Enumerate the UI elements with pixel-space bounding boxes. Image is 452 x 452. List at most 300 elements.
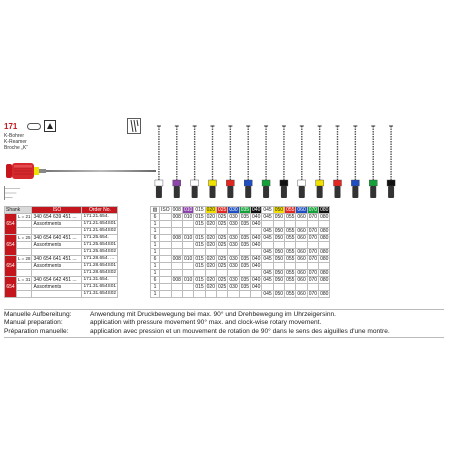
- size-header-050: 050: [274, 207, 284, 213]
- size-cell: 008: [172, 214, 181, 220]
- length-label: L = 21: [18, 214, 31, 219]
- size-cell: 060: [297, 214, 306, 220]
- size-cell: [182, 270, 193, 277]
- size-cell: [307, 242, 318, 249]
- size-cell: [262, 284, 273, 291]
- size-cell: 020: [206, 277, 215, 283]
- shank-code: 654: [5, 277, 17, 298]
- iso-size-label: ISO: [161, 207, 170, 213]
- order-number: 171.31.654.: [82, 277, 118, 284]
- size-cell: 070: [308, 270, 318, 276]
- size-cell: [171, 291, 182, 298]
- size-cell: 070: [308, 256, 318, 262]
- size-cell: 035: [240, 242, 250, 248]
- size-header-070: 070: [308, 207, 318, 213]
- size-cell: [160, 291, 172, 298]
- size-cell: 030: [229, 277, 238, 283]
- length-label: L = 25: [18, 235, 31, 240]
- preparation-notes: [4, 309, 444, 338]
- package-qty: 6: [151, 235, 160, 242]
- size-cell: [251, 249, 262, 256]
- size-cell: [239, 228, 250, 235]
- prep-text-fr: application avec pression et un mouvement de rotation de 90° dans le sens des aiguilles d'une montre.: [90, 327, 390, 335]
- package-qty: 1: [151, 270, 160, 277]
- size-cell: 055: [286, 256, 295, 262]
- size-cell: 060: [297, 270, 306, 276]
- size-cell: [307, 221, 318, 228]
- size-cell: [171, 263, 182, 270]
- file-icon-008: [155, 126, 163, 198]
- size-cell: 008: [172, 256, 181, 262]
- size-cell: [160, 235, 172, 242]
- size-cell: [160, 249, 172, 256]
- size-cell: 030: [229, 256, 238, 262]
- prep-text-en: application with pressure movement 90° max. and clock-wise rotary movement.: [90, 319, 322, 327]
- iso-number: [32, 249, 82, 256]
- shank-code: 654: [5, 214, 17, 235]
- size-cell: [171, 270, 182, 277]
- size-cell: 050: [274, 214, 284, 220]
- file-size-illustrations: [150, 118, 400, 202]
- size-cell: [228, 270, 239, 277]
- size-cell: [217, 270, 228, 277]
- size-cell: [273, 242, 284, 249]
- size-cell: 025: [218, 235, 227, 241]
- size-cell: [319, 284, 330, 291]
- size-cell: [251, 270, 262, 277]
- size-cell: 030: [229, 242, 238, 248]
- length-empty: [17, 270, 32, 277]
- size-cell: 010: [183, 235, 193, 241]
- prep-text-de: Anwendung mit Druckbewegung bei max. 90° und Drehbewegung im Uhrzeigersinn.: [90, 311, 337, 318]
- product-number: 171: [4, 122, 18, 131]
- size-cell: 050: [274, 291, 284, 297]
- table-row: [5, 249, 118, 256]
- size-cell: 050: [274, 256, 284, 262]
- size-cell: [171, 228, 182, 235]
- size-cell: [205, 228, 216, 235]
- size-cell: 035: [240, 235, 250, 241]
- iso-number: Assortments: [32, 221, 82, 228]
- size-cell: [217, 228, 228, 235]
- size-cell: 030: [229, 214, 238, 220]
- size-cell: [160, 256, 172, 263]
- size-cell: 055: [286, 228, 295, 234]
- length-empty: [17, 263, 32, 270]
- size-cell: 035: [240, 284, 250, 290]
- iso-number: [32, 270, 82, 277]
- size-cell: 035: [240, 263, 250, 269]
- iso-number: Assortments: [32, 242, 82, 249]
- size-cell: [171, 242, 182, 249]
- size-cell: 055: [286, 270, 295, 276]
- package-qty: 6: [151, 256, 160, 263]
- size-cell: [285, 284, 296, 291]
- product-name-fr: Broche „K“: [4, 145, 28, 152]
- size-cell: [296, 242, 307, 249]
- package-qty: 1: [151, 284, 160, 291]
- length-empty: [17, 291, 32, 298]
- size-table: [150, 206, 330, 298]
- file-icon-080: [387, 126, 395, 198]
- size-header-008: 008: [172, 207, 181, 213]
- size-cell: 080: [320, 228, 329, 234]
- size-header-060: 060: [297, 207, 306, 213]
- size-cell: 015: [195, 242, 204, 248]
- size-header-080: 080: [320, 207, 329, 213]
- iso-triangle-icon: [44, 120, 56, 132]
- shank-header: Shank: [5, 207, 32, 214]
- order-number: 171.25.654S01: [83, 242, 117, 247]
- size-row: [151, 277, 330, 284]
- file-icon-050: [316, 126, 324, 198]
- size-cell: [285, 263, 296, 270]
- length-empty: [17, 249, 32, 256]
- length-empty: [17, 228, 32, 235]
- size-cell: 040: [252, 284, 261, 290]
- size-cell: [182, 291, 193, 298]
- order-number: 171.21.654.: [82, 214, 118, 221]
- size-cell: [228, 291, 239, 298]
- file-icon-010: [173, 126, 181, 198]
- prep-row-en: [4, 319, 444, 327]
- file-icon-055: [334, 126, 342, 198]
- size-cell: 015: [195, 284, 204, 290]
- size-row: [151, 291, 330, 298]
- iso-number: 340 654 642 451 ...: [32, 277, 82, 284]
- size-cell: 060: [297, 228, 306, 234]
- size-cell: 070: [308, 228, 318, 234]
- size-cell: 025: [218, 277, 227, 283]
- size-cell: 020: [206, 284, 215, 290]
- size-header-010: 010: [183, 207, 193, 213]
- size-cell: 080: [320, 291, 329, 297]
- size-cell: 015: [195, 214, 204, 220]
- size-cell: [319, 263, 330, 270]
- size-cell: [182, 228, 193, 235]
- package-qty: 1: [151, 263, 160, 270]
- size-cell: [182, 221, 193, 228]
- length-label: L = 31: [18, 277, 31, 282]
- badge-icon: [27, 123, 41, 130]
- size-cell: 080: [320, 270, 329, 276]
- size-cell: [194, 228, 205, 235]
- order-number: 171.25.654.: [82, 235, 118, 242]
- k-file-product-icon: [6, 160, 46, 182]
- size-cell: [307, 284, 318, 291]
- file-icon-060: [351, 126, 359, 198]
- size-cell: 035: [240, 277, 250, 283]
- size-cell: 060: [297, 277, 306, 283]
- size-header-045: 045: [263, 207, 272, 213]
- size-cell: 080: [320, 214, 329, 220]
- size-cell: 010: [183, 256, 193, 262]
- size-cell: [171, 221, 182, 228]
- size-cell: [296, 221, 307, 228]
- size-cell: [182, 263, 193, 270]
- size-cell: 040: [252, 214, 261, 220]
- table-row: [5, 256, 118, 263]
- size-cell: 025: [218, 263, 227, 269]
- size-cell: 050: [274, 249, 284, 255]
- table-row: [5, 242, 118, 249]
- size-cell: 025: [218, 221, 227, 227]
- size-cell: 040: [252, 242, 261, 248]
- size-cell: 080: [320, 235, 329, 241]
- size-cell: [296, 284, 307, 291]
- size-cell: 070: [308, 214, 318, 220]
- spiral-reamer-icon: [127, 118, 141, 134]
- iso-number: 340 654 639 451 ...: [32, 214, 82, 221]
- size-cell: 055: [286, 214, 295, 220]
- file-icon-040: [280, 126, 288, 198]
- order-number: 171.28.654. ...: [82, 256, 118, 263]
- size-cell: 020: [206, 242, 215, 248]
- iso-number: [32, 291, 82, 298]
- table-row: [5, 228, 118, 235]
- length-label: L = 28: [18, 256, 31, 261]
- size-header-055: 055: [286, 207, 295, 213]
- table-row: [5, 284, 118, 291]
- size-cell: 025: [218, 242, 227, 248]
- shank-code: 654: [5, 235, 17, 256]
- size-header-020: 020: [206, 207, 215, 213]
- file-icon-015: [191, 126, 199, 198]
- product-name-de: K-Bohrer: [4, 133, 25, 139]
- table-row: [5, 263, 118, 270]
- size-cell: 025: [218, 214, 227, 220]
- package-icon: ▨: [151, 207, 160, 214]
- iso-number: 340 654 641 451 ...: [32, 256, 82, 263]
- length-empty: [17, 284, 32, 291]
- package-qty: 1: [151, 291, 160, 298]
- size-cell: 015: [195, 263, 204, 269]
- size-row: [151, 228, 330, 235]
- size-cell: 055: [286, 277, 295, 283]
- size-cell: 060: [297, 291, 306, 297]
- file-icon-035: [262, 126, 270, 198]
- file-icon-070: [369, 126, 377, 198]
- size-cell: 025: [218, 284, 227, 290]
- size-cell: 040: [252, 235, 261, 241]
- size-cell: 070: [308, 249, 318, 255]
- order-number: 171.28.654S02: [83, 270, 117, 275]
- size-cell: [205, 249, 216, 256]
- package-qty: 1: [151, 221, 160, 228]
- size-cell: 030: [229, 235, 238, 241]
- size-cell: [239, 291, 250, 298]
- size-cell: 070: [308, 291, 318, 297]
- size-cell: 010: [183, 214, 193, 220]
- length-empty: [17, 221, 32, 228]
- size-cell: 020: [206, 235, 215, 241]
- size-cell: [160, 242, 172, 249]
- size-cell: 070: [308, 235, 318, 241]
- size-cell: 045: [263, 228, 272, 234]
- size-cell: 060: [297, 249, 306, 255]
- prep-label-en: Manual preparation:: [4, 319, 63, 327]
- size-row: [151, 270, 330, 277]
- size-cell: 008: [172, 235, 181, 241]
- size-cell: [182, 242, 193, 249]
- size-cell: 040: [252, 263, 261, 269]
- size-cell: 050: [274, 228, 284, 234]
- order-number: 171.31.654S01: [83, 284, 117, 289]
- size-row: [151, 263, 330, 270]
- size-cell: [205, 291, 216, 298]
- size-cell: [251, 291, 262, 298]
- size-cell: [273, 284, 284, 291]
- size-row: [151, 242, 330, 249]
- size-cell: [171, 284, 182, 291]
- size-cell: 055: [286, 291, 295, 297]
- size-cell: [160, 221, 172, 228]
- size-cell: [228, 249, 239, 256]
- size-cell: [273, 263, 284, 270]
- size-cell: 010: [183, 277, 193, 283]
- size-cell: 045: [263, 249, 272, 255]
- size-cell: [160, 270, 172, 277]
- size-cell: [296, 263, 307, 270]
- size-cell: 040: [252, 256, 261, 262]
- size-cell: [182, 284, 193, 291]
- size-cell: 020: [206, 221, 215, 227]
- size-cell: 030: [229, 263, 238, 269]
- order-number: 171.31.654S02: [83, 291, 117, 296]
- iso-number: 340 654 640 451 ...: [32, 235, 82, 242]
- size-cell: [160, 228, 172, 235]
- size-cell: [194, 249, 205, 256]
- size-row: [151, 235, 330, 242]
- size-cell: 055: [286, 249, 295, 255]
- size-cell: [194, 291, 205, 298]
- prep-label-de: Manuelle Aufbereitung:: [4, 311, 72, 318]
- size-cell: [285, 221, 296, 228]
- product-names: [4, 133, 28, 152]
- table-row: [5, 221, 118, 228]
- size-cell: [160, 277, 172, 284]
- size-header-025: 025: [218, 207, 227, 213]
- table-row: [5, 291, 118, 298]
- size-cell: [262, 242, 273, 249]
- order-header: Order No.: [82, 207, 118, 214]
- size-cell: 030: [229, 284, 238, 290]
- size-cell: 045: [263, 277, 272, 283]
- size-row: [151, 214, 330, 221]
- size-row: [151, 249, 330, 256]
- size-cell: 045: [263, 270, 272, 276]
- size-cell: 008: [172, 277, 181, 283]
- file-icon-030: [244, 126, 252, 198]
- length-empty: [17, 242, 32, 249]
- size-cell: [160, 214, 172, 221]
- size-cell: 060: [297, 256, 306, 262]
- size-cell: 080: [320, 249, 329, 255]
- size-cell: [319, 221, 330, 228]
- size-cell: [228, 228, 239, 235]
- size-cell: 055: [286, 235, 295, 241]
- file-icon-020: [209, 126, 217, 198]
- table-row: [5, 214, 118, 221]
- size-cell: 060: [297, 235, 306, 241]
- size-cell: [273, 221, 284, 228]
- size-cell: [217, 249, 228, 256]
- size-cell: [307, 263, 318, 270]
- size-cell: 035: [240, 214, 250, 220]
- size-cell: 050: [274, 277, 284, 283]
- size-header-035: 035: [240, 207, 250, 213]
- product-name-en: K-Reamer: [4, 139, 27, 146]
- size-cell: 015: [195, 221, 204, 227]
- order-number: 171.28.654S01: [83, 263, 117, 268]
- size-cell: [171, 249, 182, 256]
- package-qty: 6: [151, 277, 160, 284]
- size-header-040: 040: [252, 207, 261, 213]
- size-cell: 020: [206, 263, 215, 269]
- size-row: [151, 284, 330, 291]
- package-qty: 1: [151, 249, 160, 256]
- file-icon-045: [298, 126, 306, 198]
- size-cell: [262, 263, 273, 270]
- size-cell: 035: [240, 221, 250, 227]
- prep-label-fr: Préparation manuelle:: [4, 327, 69, 335]
- order-number: 171.21.654S01: [83, 221, 117, 226]
- size-cell: 045: [263, 256, 272, 262]
- size-cell: [194, 270, 205, 277]
- table-row: [5, 277, 118, 284]
- size-cell: [319, 242, 330, 249]
- iso-header: ISO: [32, 207, 82, 214]
- file-icon-025: [226, 126, 234, 198]
- size-header-015: 015: [195, 207, 204, 213]
- size-cell: 015: [195, 256, 204, 262]
- iso-number: Assortments: [32, 263, 82, 270]
- iso-number: Assortments: [32, 284, 82, 291]
- size-cell: 040: [252, 277, 261, 283]
- size-cell: 070: [308, 277, 318, 283]
- instrument-shaft: [46, 170, 156, 172]
- table-row: [5, 235, 118, 242]
- size-cell: [251, 228, 262, 235]
- size-cell: 020: [206, 214, 215, 220]
- size-cell: [205, 270, 216, 277]
- table-row: [5, 270, 118, 277]
- size-cell: [262, 221, 273, 228]
- size-cell: 025: [218, 256, 227, 262]
- size-cell: [239, 249, 250, 256]
- iso-number: [32, 228, 82, 235]
- size-cell: 015: [195, 235, 204, 241]
- size-row: [151, 256, 330, 263]
- package-qty: 6: [151, 214, 160, 221]
- package-qty: 1: [151, 228, 160, 235]
- size-cell: 045: [263, 214, 272, 220]
- size-cell: 015: [195, 277, 204, 283]
- size-cell: 080: [320, 277, 329, 283]
- size-cell: 080: [320, 256, 329, 262]
- size-cell: 050: [274, 235, 284, 241]
- size-cell: [285, 242, 296, 249]
- size-cell: 045: [263, 235, 272, 241]
- order-number: 171.25.654S02: [83, 249, 117, 254]
- size-row: [151, 221, 330, 228]
- size-header-030: 030: [229, 207, 238, 213]
- size-cell: [160, 263, 172, 270]
- size-cell: 035: [240, 256, 250, 262]
- size-cell: [239, 270, 250, 277]
- size-cell: 040: [252, 221, 261, 227]
- size-cell: 020: [206, 256, 215, 262]
